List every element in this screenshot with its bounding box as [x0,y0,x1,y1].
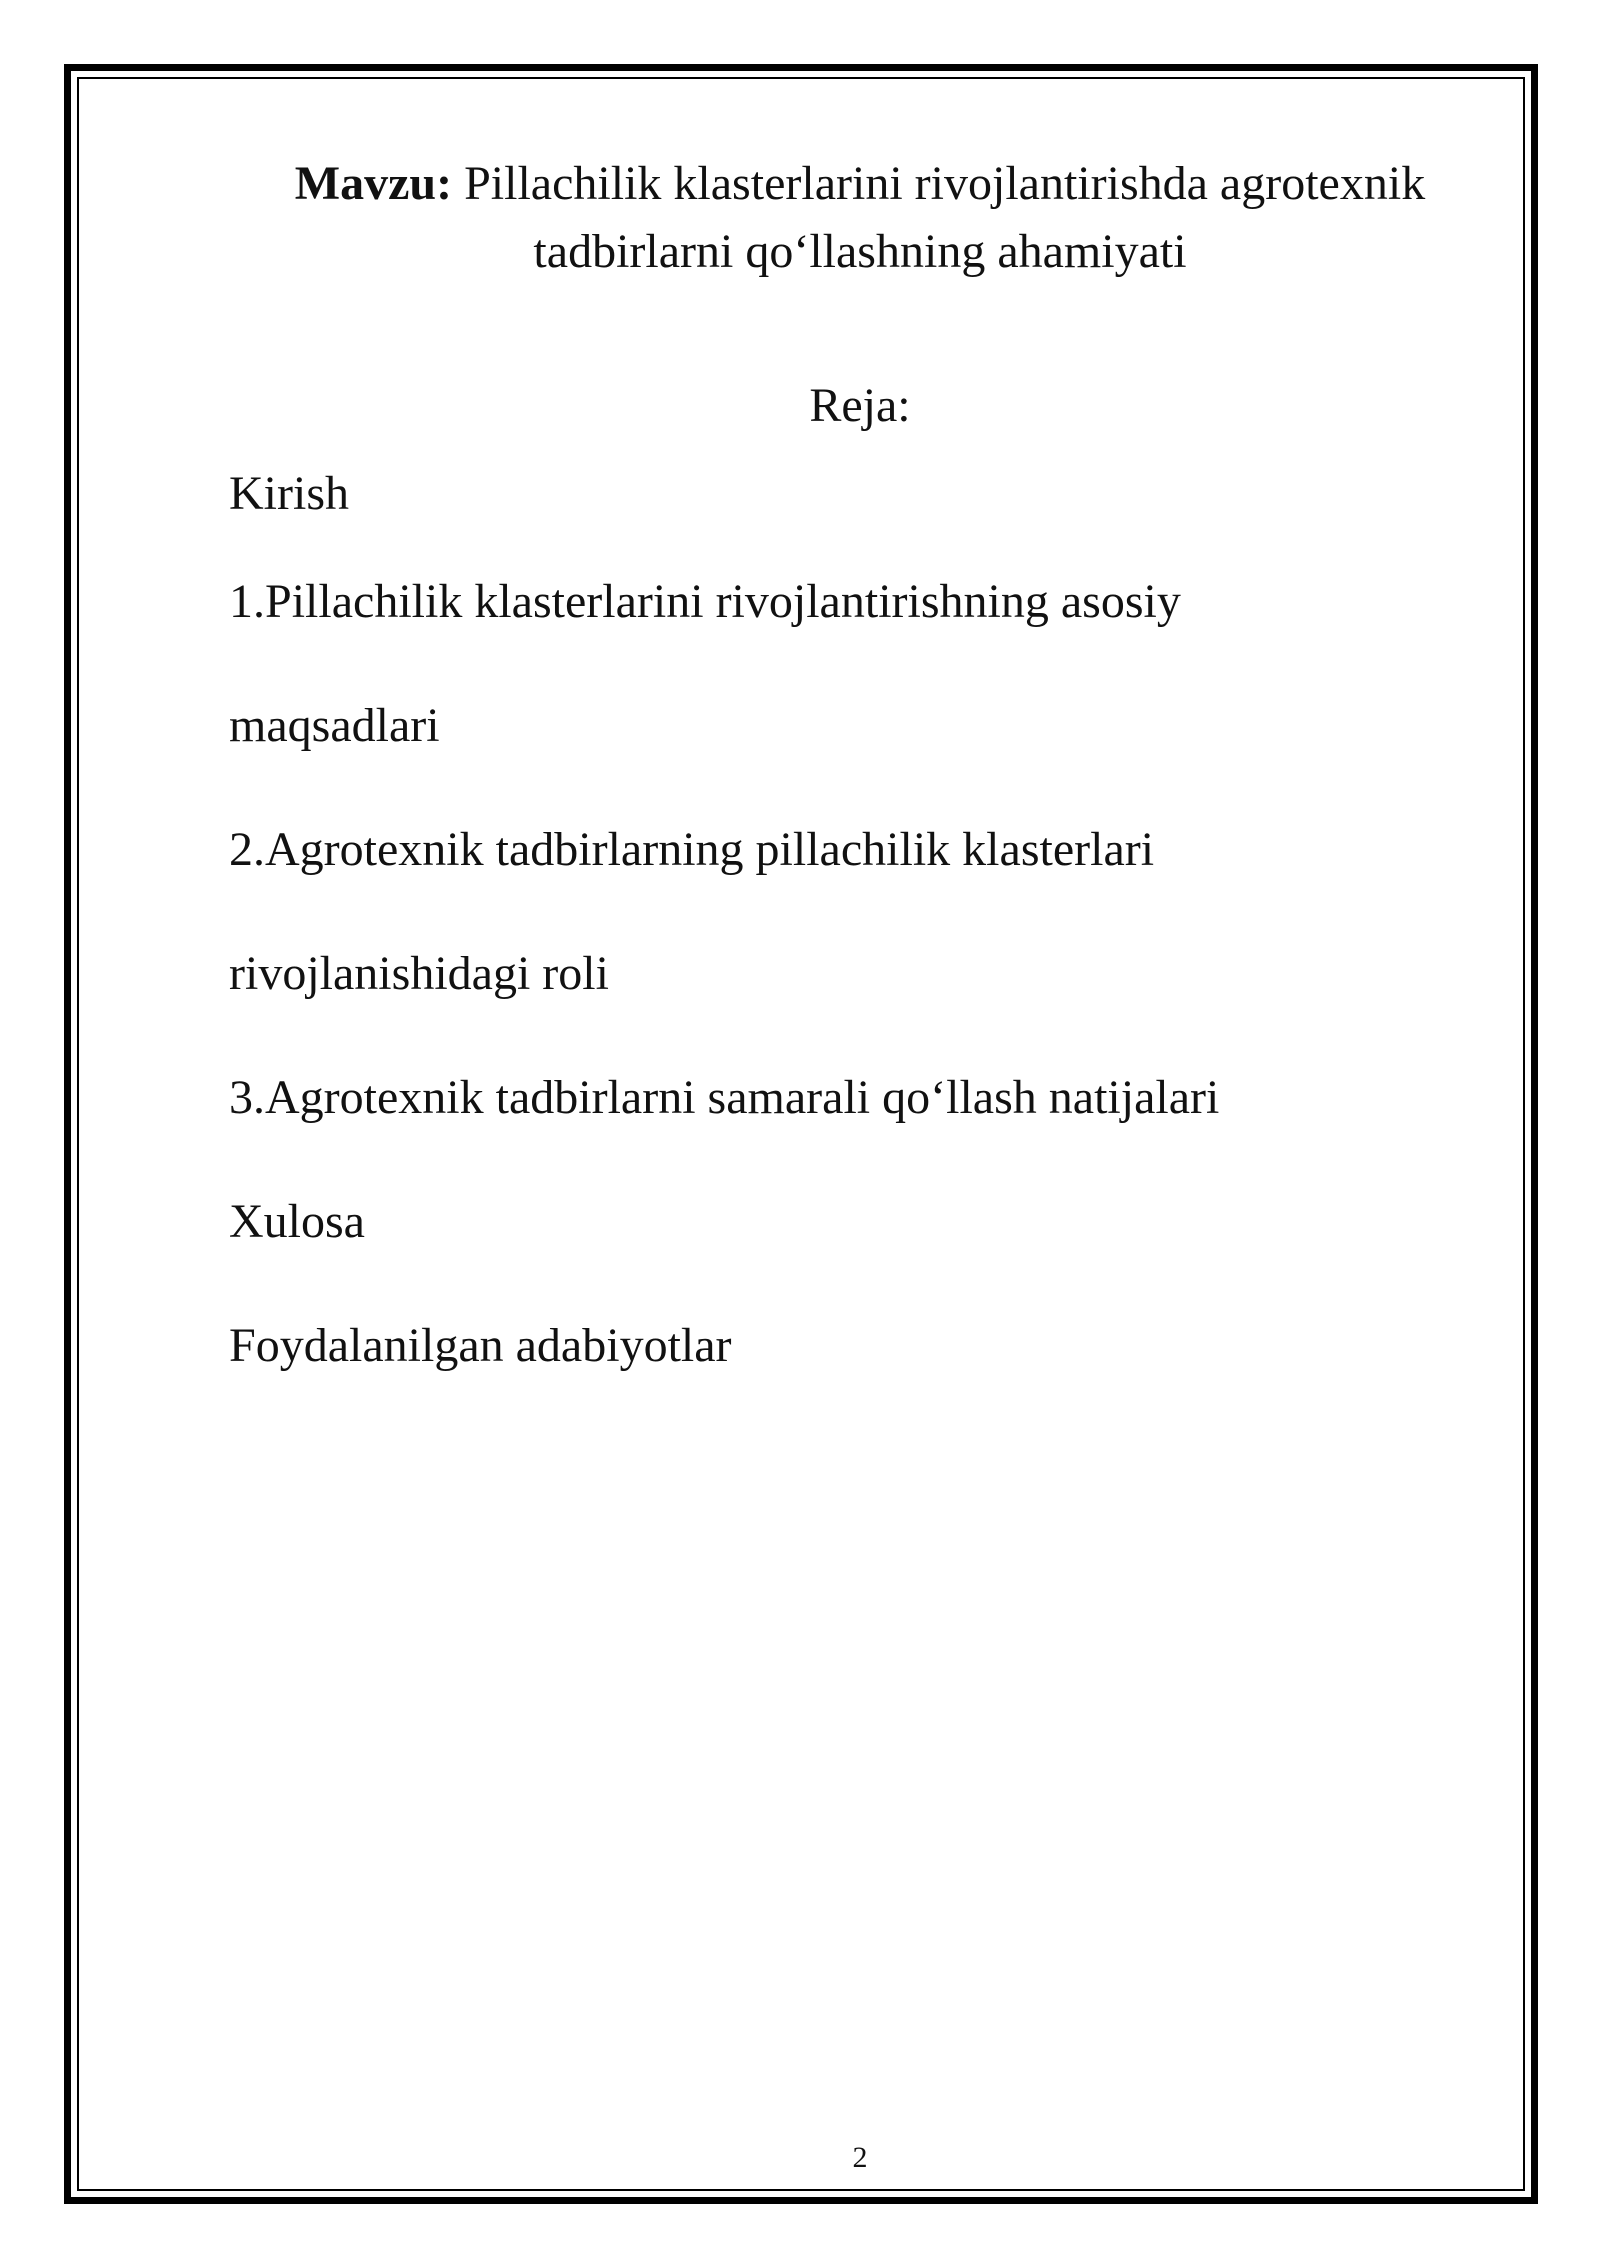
title-label: Mavzu: [294,157,453,210]
plan-heading: Reja: [809,379,911,432]
plan-item-3: 3.Agrotexnik tadbirlarni samarali qo‘llash natijalari [229,1071,1220,1124]
plan-item-conclusion: Xulosa [229,1195,365,1248]
title-text: Pillachilik klasterlarini rivojlantirishda agrotexnik tadbirlarni qo‘llashning ahamiyati [452,157,1426,278]
plan-item-references: Foydalanilgan adabiyotlar [229,1319,732,1372]
document-title [280,150,1440,286]
plan-item-1: 1.Pillachilik klasterlarini rivojlantirishning asosiy [229,575,1181,628]
plan-item-2: 2.Agrotexnik tadbirlarning pillachilik klasterlari [229,823,1155,876]
page-number: 2 [852,2141,868,2174]
plan-item-1-continued: maqsadlari [229,699,440,752]
plan-item-intro: Kirish [229,467,349,520]
plan-item-2-continued: rivojlanishidagi roli [229,947,609,1000]
plan-list [229,460,1429,1408]
